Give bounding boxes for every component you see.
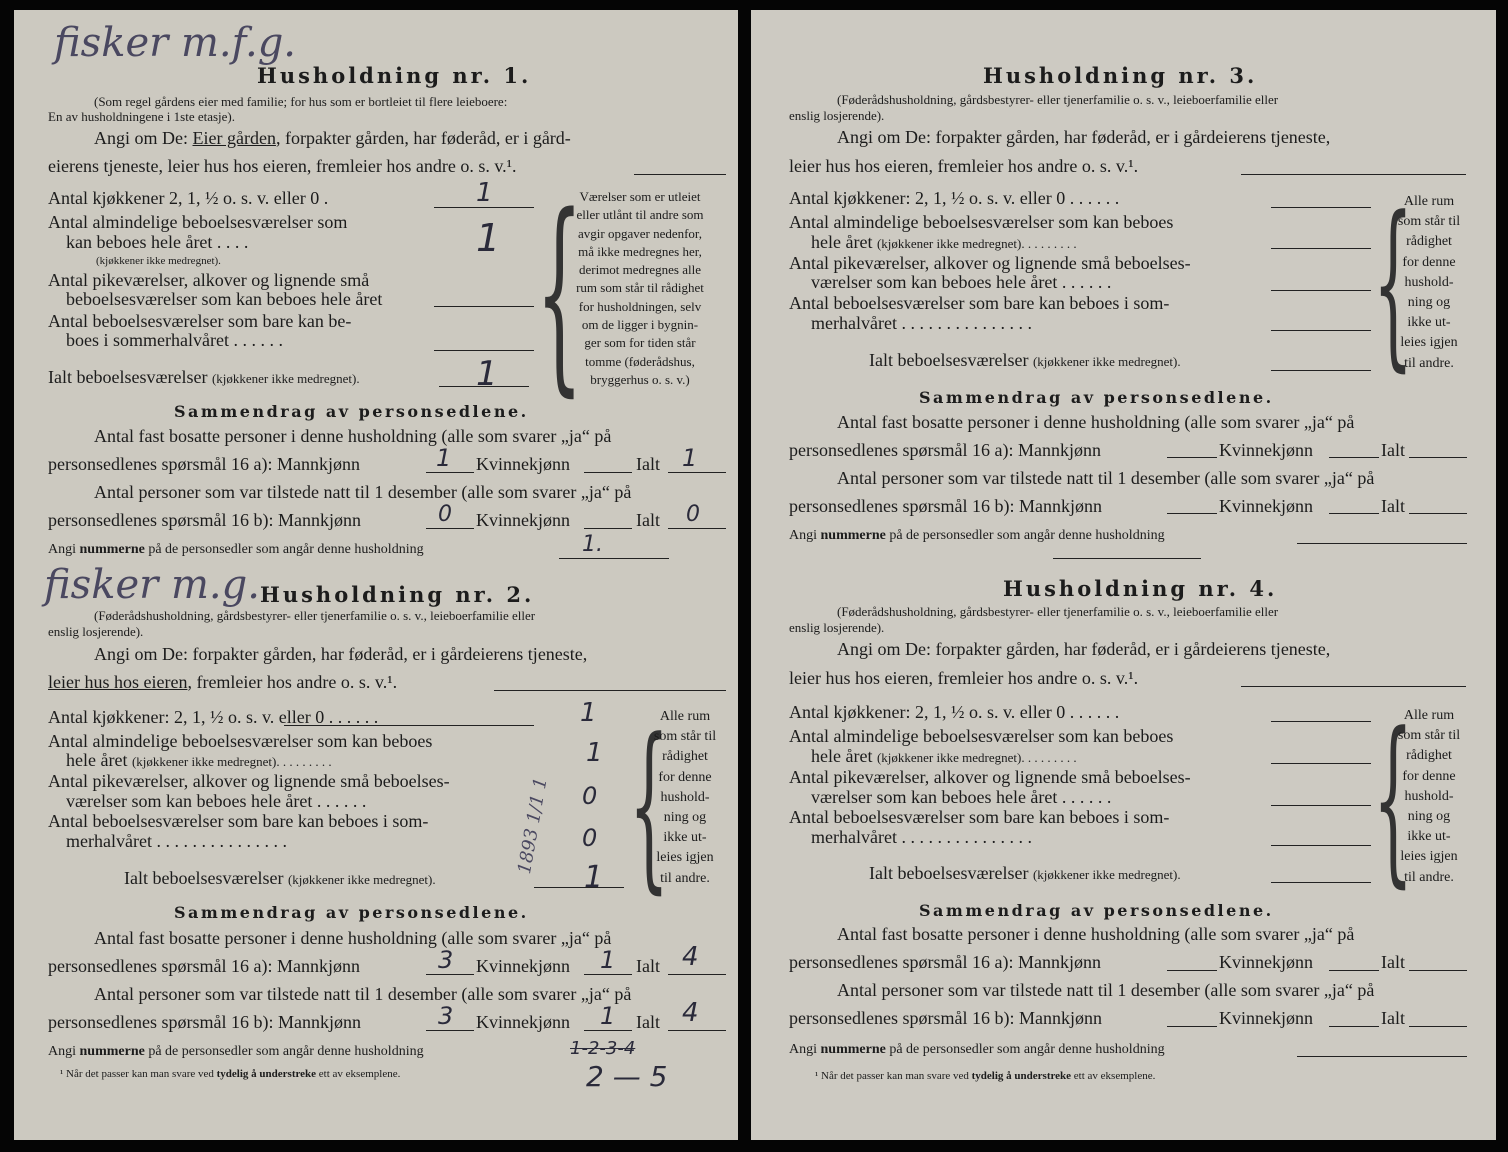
side-note-line: hushold- <box>660 789 710 805</box>
brace: { <box>1373 695 1414 904</box>
answer-line <box>426 974 474 975</box>
right-page <box>751 10 1496 1140</box>
side-note-line: eller utlånt til andre som <box>576 207 704 223</box>
footnote <box>60 1068 400 1080</box>
household-2-maid-rooms-label-2: værelser som kan beboes hele året . . . . . . <box>66 791 367 811</box>
household-3-summary-title: Sammendrag av personsedlene. <box>919 388 1274 407</box>
household-2-summer-rooms-value: 0 <box>582 824 598 852</box>
household-1-angi-line2: eierens tjeneste, leier hus hos eieren, fremleier hos andre o. s. v.¹. <box>48 156 517 176</box>
household-2-sheet-numbers-value: 2 — 5 <box>586 1060 668 1093</box>
answer-line <box>1271 882 1371 883</box>
side-note-line: bryggerhus o. s. v.) <box>590 371 690 387</box>
household-2-sheet-numbers <box>48 1044 424 1060</box>
side-note-line: til andre. <box>1404 869 1454 885</box>
household-4-maid-rooms-label-2: værelser som kan beboes hele året . . . . . . <box>811 787 1112 807</box>
side-note-line: hushold- <box>1404 788 1454 804</box>
household-1-present-male: 0 <box>438 502 452 527</box>
household-1-resident-male: 1 <box>436 444 452 472</box>
answer-line <box>1167 457 1217 458</box>
answer-line <box>1271 207 1371 208</box>
answer-line <box>1329 457 1379 458</box>
household-4-angi-line1: Angi om De: forpakter gården, har føderåd, er i gårdeierens tjeneste, <box>837 639 1331 659</box>
angi-rest: , fremleier hos andre o. s. v.¹. <box>187 672 398 692</box>
household-3-summer-rooms-label-1: Antal beboelsesværelser som bare kan beboes i som- <box>789 293 1170 313</box>
household-2-kitchens-value: 1 <box>580 698 597 728</box>
household-1-resident-line2: personsedlenes spørsmål 16 a): Mannkjønn <box>48 454 360 474</box>
answer-line <box>1241 174 1466 175</box>
female-label: Kvinnekjønn <box>1219 1008 1313 1028</box>
answer-line <box>559 558 669 559</box>
total-label: Ialt <box>636 1012 660 1032</box>
footnote-bold: tydelig å understreke <box>216 1068 317 1080</box>
side-note-line: for denne <box>1402 768 1456 784</box>
total-note: (kjøkkener ikke medregnet). <box>287 872 436 887</box>
female-label: Kvinnekjønn <box>1219 952 1313 972</box>
footnote-text: ett av eksemplene. <box>318 1068 401 1080</box>
household-2-resident-male: 3 <box>438 946 454 974</box>
household-1-title: Husholdning nr. 1. <box>257 63 532 88</box>
side-note-line: ikke ut- <box>663 830 707 846</box>
household-2-resident-total: 4 <box>682 942 699 972</box>
total-label: Ialt beboelsesværelser <box>124 868 284 888</box>
household-4-rooms-label-2 <box>811 746 1077 767</box>
household-2-maid-rooms-label-1: Antal pikeværelser, alkover og lignende små beboelses- <box>48 771 450 791</box>
household-1-note-line2: En av husholdningene i 1ste etasje). <box>48 109 236 124</box>
household-3-kitchens-label: Antal kjøkkener: 2, 1, ½ o. s. v. eller 0 . . . . . . <box>789 188 1120 208</box>
answer-line <box>1271 290 1371 291</box>
angi-selected-option: Eier gården <box>192 128 276 148</box>
answer-line <box>668 472 726 473</box>
total-label: Ialt <box>1381 496 1405 516</box>
side-note-line: som står til <box>1397 214 1461 230</box>
angi-selected-option: leier hus hos eieren <box>48 672 188 692</box>
side-note-line: leies igjen <box>656 850 714 866</box>
household-4-resident-line2: personsedlenes spørsmål 16 a): Mannkjønn <box>789 952 1101 972</box>
handwritten-annotation: fisker m.g. <box>44 562 260 608</box>
household-3-maid-rooms-label-1: Antal pikeværelser, alkover og lignende små beboelses- <box>789 253 1191 273</box>
answer-line <box>1271 330 1371 331</box>
side-note-line: for denne <box>1402 254 1456 270</box>
answer-line <box>426 528 474 529</box>
angi-text: på de personsedler som angår denne husholdning <box>889 528 1165 543</box>
side-note-line: ning og <box>1407 809 1451 825</box>
household-2-present-female: 1 <box>600 1002 616 1030</box>
answer-line <box>1167 970 1217 971</box>
household-2-present-line1: Antal personer som var tilstede natt til 1 desember (alle som svarer „ja“ på <box>94 984 632 1004</box>
side-note-line: om de ligger i bygnin- <box>581 317 699 333</box>
side-note-line: rum som står til rådighet <box>576 280 704 296</box>
household-2-angi-line1: Angi om De: forpakter gården, har føderåd, er i gårdeierens tjeneste, <box>94 644 588 664</box>
answer-line <box>634 174 726 175</box>
household-2-rooms-label-1: Antal almindelige beboelsesværelser som kan beboes <box>48 731 433 751</box>
household-1-kitchens-value: 1 <box>476 178 493 208</box>
household-4-sheet-numbers <box>789 1042 1165 1058</box>
answer-line <box>1409 457 1467 458</box>
household-4-rooms-label-1: Antal almindelige beboelsesværelser som kan beboes <box>789 726 1174 746</box>
answer-line <box>1409 970 1467 971</box>
household-1-rooms-label-2: kan beboes hele året . . . . <box>66 232 249 252</box>
household-3-sheet-numbers <box>789 528 1165 544</box>
angi-text: Angi <box>48 542 76 557</box>
side-note-line: som står til <box>653 729 717 745</box>
total-note: (kjøkkener ikke medregnet). <box>1032 354 1181 369</box>
total-label: Ialt beboelsesværelser <box>48 367 208 387</box>
household-2-resident-line2: personsedlenes spørsmål 16 a): Mannkjønn <box>48 956 360 976</box>
answer-line <box>668 528 726 529</box>
answer-line <box>1241 686 1466 687</box>
side-note-line: Alle rum <box>1403 194 1455 209</box>
household-2-summary-title: Sammendrag av personsedlene. <box>174 903 529 922</box>
label-note: (kjøkkener ikke medregnet). . . . . . . . . <box>876 236 1077 251</box>
answer-line <box>1297 1056 1467 1057</box>
answer-line <box>434 350 534 351</box>
household-1-present-line2: personsedlenes spørsmål 16 b): Mannkjønn <box>48 510 361 530</box>
footnote-text: ett av eksemplene. <box>1073 1070 1156 1082</box>
label-text: hele året <box>811 232 873 252</box>
footnote-bold: tydelig å understreke <box>971 1070 1072 1082</box>
answer-line <box>1271 845 1371 846</box>
side-note-line: ger som for tiden står <box>584 335 696 351</box>
household-1-rooms-value: 1 <box>476 216 501 260</box>
household-2-present-total: 4 <box>682 998 699 1028</box>
household-1-total-rooms <box>48 367 360 388</box>
household-3-resident-line2: personsedlenes spørsmål 16 a): Mannkjønn <box>789 440 1101 460</box>
section-divider <box>1053 558 1201 559</box>
household-3-rooms-label-2 <box>811 232 1077 253</box>
footnote-text: ¹ Når det passer kan man svare ved <box>815 1070 969 1082</box>
label-note: (kjøkkener ikke medregnet). . . . . . . . . <box>876 750 1077 765</box>
household-4-title: Husholdning nr. 4. <box>1003 576 1278 601</box>
side-note-line: Alle rum <box>1403 708 1455 723</box>
household-2-resident-female: 1 <box>600 946 616 974</box>
label-note: (kjøkkener ikke medregnet). . . . . . . . . <box>131 754 332 769</box>
household-3-present-line1: Antal personer som var tilstede natt til 1 desember (alle som svarer „ja“ på <box>837 468 1375 488</box>
answer-line <box>1271 805 1371 806</box>
side-note-line: avgir opgaver nedenfor, <box>577 225 702 241</box>
household-1-total-value: 1 <box>476 354 498 394</box>
household-4-summary-title: Sammendrag av personsedlene. <box>919 901 1274 920</box>
household-2-note-line1: (Føderådshusholdning, gårdsbestyrer- eller tjenerfamilie o. s. v., leieboerfamilie eller <box>94 608 536 623</box>
household-4-kitchens-label: Antal kjøkkener: 2, 1, ½ o. s. v. eller 0 . . . . . . <box>789 702 1120 722</box>
household-1-maid-rooms-label-1: Antal pikeværelser, alkover og lignende små <box>48 270 370 290</box>
household-1-maid-rooms-label-2: beboelsesværelser som kan beboes hele året <box>66 289 383 309</box>
household-1-note-line1: (Som regel gårdens eier med familie; for hus som er bortleiet til flere leieboere: <box>94 94 508 109</box>
household-2-side-note <box>644 707 726 889</box>
household-1-summer-rooms-label-2: boes i sommerhalvåret . . . . . . <box>66 330 283 350</box>
margin-scribble: 1893 1/1 1 <box>514 775 552 876</box>
female-label: Kvinnekjønn <box>476 1012 570 1032</box>
total-label: Ialt beboelsesværelser <box>869 350 1029 370</box>
household-4-summer-rooms-label-1: Antal beboelsesværelser som bare kan beboes i som- <box>789 807 1170 827</box>
answer-line <box>668 1030 726 1031</box>
household-2-title: Husholdning nr. 2. <box>260 582 535 607</box>
side-note-line: Værelser som er utleiet <box>579 189 701 204</box>
side-note-line: til andre. <box>660 870 710 886</box>
angi-text: på de personsedler som angår denne husholdning <box>148 1044 424 1059</box>
side-note-line: ikke ut- <box>1407 315 1451 331</box>
household-1-sheet-numbers <box>48 542 424 558</box>
household-2-summer-rooms-label-1: Antal beboelsesværelser som bare kan beboes i som- <box>48 811 429 831</box>
household-1-rooms-label-1: Antal almindelige beboelsesværelser som <box>48 212 348 232</box>
answer-line <box>584 528 632 529</box>
household-1-kitchens-label: Antal kjøkkener 2, 1, ½ o. s. v. eller 0 . <box>48 188 329 208</box>
answer-line <box>284 725 534 726</box>
footnote <box>815 1070 1155 1082</box>
side-note-line: rådighet <box>1406 234 1452 250</box>
household-1-side-note <box>546 188 734 389</box>
household-1-summary-title: Sammendrag av personsedlene. <box>174 402 529 421</box>
household-3-resident-line1: Antal fast bosatte personer i denne husholdning (alle som svarer „ja“ på <box>837 412 1355 432</box>
household-1-present-line1: Antal personer som var tilstede natt til 1 desember (alle som svarer „ja“ på <box>94 482 632 502</box>
household-2-angi-line2 <box>48 672 397 693</box>
household-4-summer-rooms-label-2: merhalvåret . . . . . . . . . . . . . . . <box>811 827 1032 847</box>
household-4-maid-rooms-label-1: Antal pikeværelser, alkover og lignende små beboelses- <box>789 767 1191 787</box>
total-label: Ialt <box>1381 1008 1405 1028</box>
household-3-note-line2: enslig losjerende). <box>789 108 885 123</box>
answer-line <box>1329 970 1379 971</box>
household-3-total-rooms <box>869 350 1181 371</box>
answer-line <box>494 690 726 691</box>
handwritten-annotation: fisker m.f.g. <box>54 20 297 66</box>
household-3-side-note <box>1389 192 1469 374</box>
answer-line <box>434 306 534 307</box>
answer-line <box>1409 1026 1467 1027</box>
household-2-sheet-numbers-struck: 1-2-3-4 <box>570 1038 636 1059</box>
side-note-line: rådighet <box>662 749 708 765</box>
angi-text: på de personsedler som angår denne husholdning <box>148 542 424 557</box>
answer-line <box>1271 721 1371 722</box>
left-page <box>14 10 738 1140</box>
household-4-present-line1: Antal personer som var tilstede natt til 1 desember (alle som svarer „ja“ på <box>837 980 1375 1000</box>
total-label: Ialt <box>636 510 660 530</box>
household-2-note-line2: enslig losjerende). <box>48 624 144 639</box>
side-note-line: rådighet <box>1406 748 1452 764</box>
angi-bold: nummerne <box>79 542 145 557</box>
household-1-resident-total: 1 <box>682 444 698 472</box>
household-2-rooms-label-2 <box>66 750 332 771</box>
answer-line <box>584 472 632 473</box>
angi-text: Angi <box>48 1044 76 1059</box>
household-3-angi-line2: leier hus hos eieren, fremleier hos andre o. s. v.¹. <box>789 156 1139 176</box>
household-2-summer-rooms-label-2: merhalvåret . . . . . . . . . . . . . . . <box>66 831 287 851</box>
household-4-resident-line1: Antal fast bosatte personer i denne husholdning (alle som svarer „ja“ på <box>837 924 1355 944</box>
answer-line <box>1409 513 1467 514</box>
side-note-line: tomme (føderådshus, <box>585 353 695 369</box>
household-3-angi-line1: Angi om De: forpakter gården, har føderåd, er i gårdeierens tjeneste, <box>837 127 1331 147</box>
household-3-title: Husholdning nr. 3. <box>983 63 1258 88</box>
answer-line <box>584 974 632 975</box>
answer-line <box>1167 513 1217 514</box>
total-label: Ialt <box>1381 952 1405 972</box>
answer-line <box>426 1030 474 1031</box>
answer-line <box>1329 1026 1379 1027</box>
side-note-line: til andre. <box>1404 355 1454 371</box>
female-label: Kvinnekjønn <box>476 956 570 976</box>
household-2-total-value: 1 <box>584 860 604 895</box>
total-note: (kjøkkener ikke medregnet). <box>1032 867 1181 882</box>
household-2-resident-line1: Antal fast bosatte personer i denne husholdning (alle som svarer „ja“ på <box>94 928 612 948</box>
side-note-line: må ikke medregnes her, <box>578 243 702 259</box>
answer-line <box>1271 370 1371 371</box>
side-note-line: som står til <box>1397 728 1461 744</box>
angi-bold: nummerne <box>820 528 886 543</box>
total-label: Ialt <box>1381 440 1405 460</box>
female-label: Kvinnekjønn <box>1219 496 1313 516</box>
label-text: hele året <box>66 750 128 770</box>
side-note-line: derimot medregnes alle <box>578 262 701 278</box>
total-note: (kjøkkener ikke medregnet). <box>211 371 360 386</box>
household-2-present-male: 3 <box>438 1002 454 1030</box>
angi-text: på de personsedler som angår denne husholdning <box>889 1042 1165 1057</box>
answer-line <box>1167 1026 1217 1027</box>
side-note-line: ning og <box>663 810 707 826</box>
household-1-angi-line1 <box>94 128 571 149</box>
household-4-total-rooms <box>869 863 1181 884</box>
household-4-side-note <box>1389 706 1469 888</box>
household-1-resident-line1: Antal fast bosatte personer i denne husholdning (alle som svarer „ja“ på <box>94 426 612 446</box>
household-2-kitchens-label: Antal kjøkkener: 2, 1, ½ o. s. v. eller 0 . . . . . . <box>48 707 379 727</box>
household-2-maid-rooms-value: 0 <box>582 782 598 810</box>
angi-rest: , forpakter gården, har føderåd, er i gård- <box>275 128 571 148</box>
household-4-angi-line2: leier hus hos eieren, fremleier hos andre o. s. v.¹. <box>789 668 1139 688</box>
side-note-line: for husholdningen, selv <box>578 298 702 314</box>
household-1-rooms-label-3: (kjøkkener ikke medregnet). <box>96 255 221 267</box>
side-note-line: Alle rum <box>659 709 711 724</box>
household-3-summer-rooms-label-2: merhalvåret . . . . . . . . . . . . . . . <box>811 313 1032 333</box>
total-label: Ialt beboelsesværelser <box>869 863 1029 883</box>
answer-line <box>534 887 624 888</box>
household-1-summer-rooms-label-1: Antal beboelsesværelser som bare kan be- <box>48 311 352 331</box>
answer-line <box>668 974 726 975</box>
brace: { <box>629 701 670 910</box>
side-note-line: leies igjen <box>1400 849 1458 865</box>
angi-text: Angi <box>789 528 817 543</box>
household-4-note-line1: (Føderådshusholdning, gårdsbestyrer- eller tjenerfamilie o. s. v., leieboerfamilie eller <box>837 604 1279 619</box>
female-label: Kvinnekjønn <box>476 454 570 474</box>
household-1-present-total: 0 <box>686 502 700 527</box>
household-2-rooms-value: 1 <box>586 738 603 768</box>
side-note-line: ikke ut- <box>1407 829 1451 845</box>
angi-bold: nummerne <box>820 1042 886 1057</box>
answer-line <box>584 1030 632 1031</box>
side-note-line: for denne <box>658 769 712 785</box>
brace: { <box>536 170 583 415</box>
household-4-present-line2: personsedlenes spørsmål 16 b): Mannkjønn <box>789 1008 1102 1028</box>
answer-line <box>1271 763 1371 764</box>
total-label: Ialt <box>636 454 660 474</box>
brace: { <box>1373 179 1414 388</box>
angi-prefix: Angi om De: <box>94 128 188 148</box>
side-note-line: leies igjen <box>1400 335 1458 351</box>
household-3-note-line1: (Føderådshusholdning, gårdsbestyrer- eller tjenerfamilie o. s. v., leieboerfamilie eller <box>837 92 1279 107</box>
female-label: Kvinnekjønn <box>1219 440 1313 460</box>
side-note-line: ning og <box>1407 295 1451 311</box>
angi-bold: nummerne <box>79 1044 145 1059</box>
side-note-line: hushold- <box>1404 274 1454 290</box>
female-label: Kvinnekjønn <box>476 510 570 530</box>
angi-text: Angi <box>789 1042 817 1057</box>
household-2-present-line2: personsedlenes spørsmål 16 b): Mannkjønn <box>48 1012 361 1032</box>
household-1-sheet-numbers-value: 1. <box>582 532 603 557</box>
household-4-note-line2: enslig losjerende). <box>789 620 885 635</box>
label-text: hele året <box>811 746 873 766</box>
answer-line <box>1271 248 1371 249</box>
household-3-maid-rooms-label-2: værelser som kan beboes hele året . . . . . . <box>811 272 1112 292</box>
answer-line <box>1297 543 1467 544</box>
household-3-rooms-label-1: Antal almindelige beboelsesværelser som kan beboes <box>789 212 1174 232</box>
total-label: Ialt <box>636 956 660 976</box>
answer-line <box>1329 513 1379 514</box>
footnote-text: ¹ Når det passer kan man svare ved <box>60 1068 214 1080</box>
household-2-total-rooms <box>124 868 436 889</box>
answer-line <box>426 472 474 473</box>
household-3-present-line2: personsedlenes spørsmål 16 b): Mannkjønn <box>789 496 1102 516</box>
